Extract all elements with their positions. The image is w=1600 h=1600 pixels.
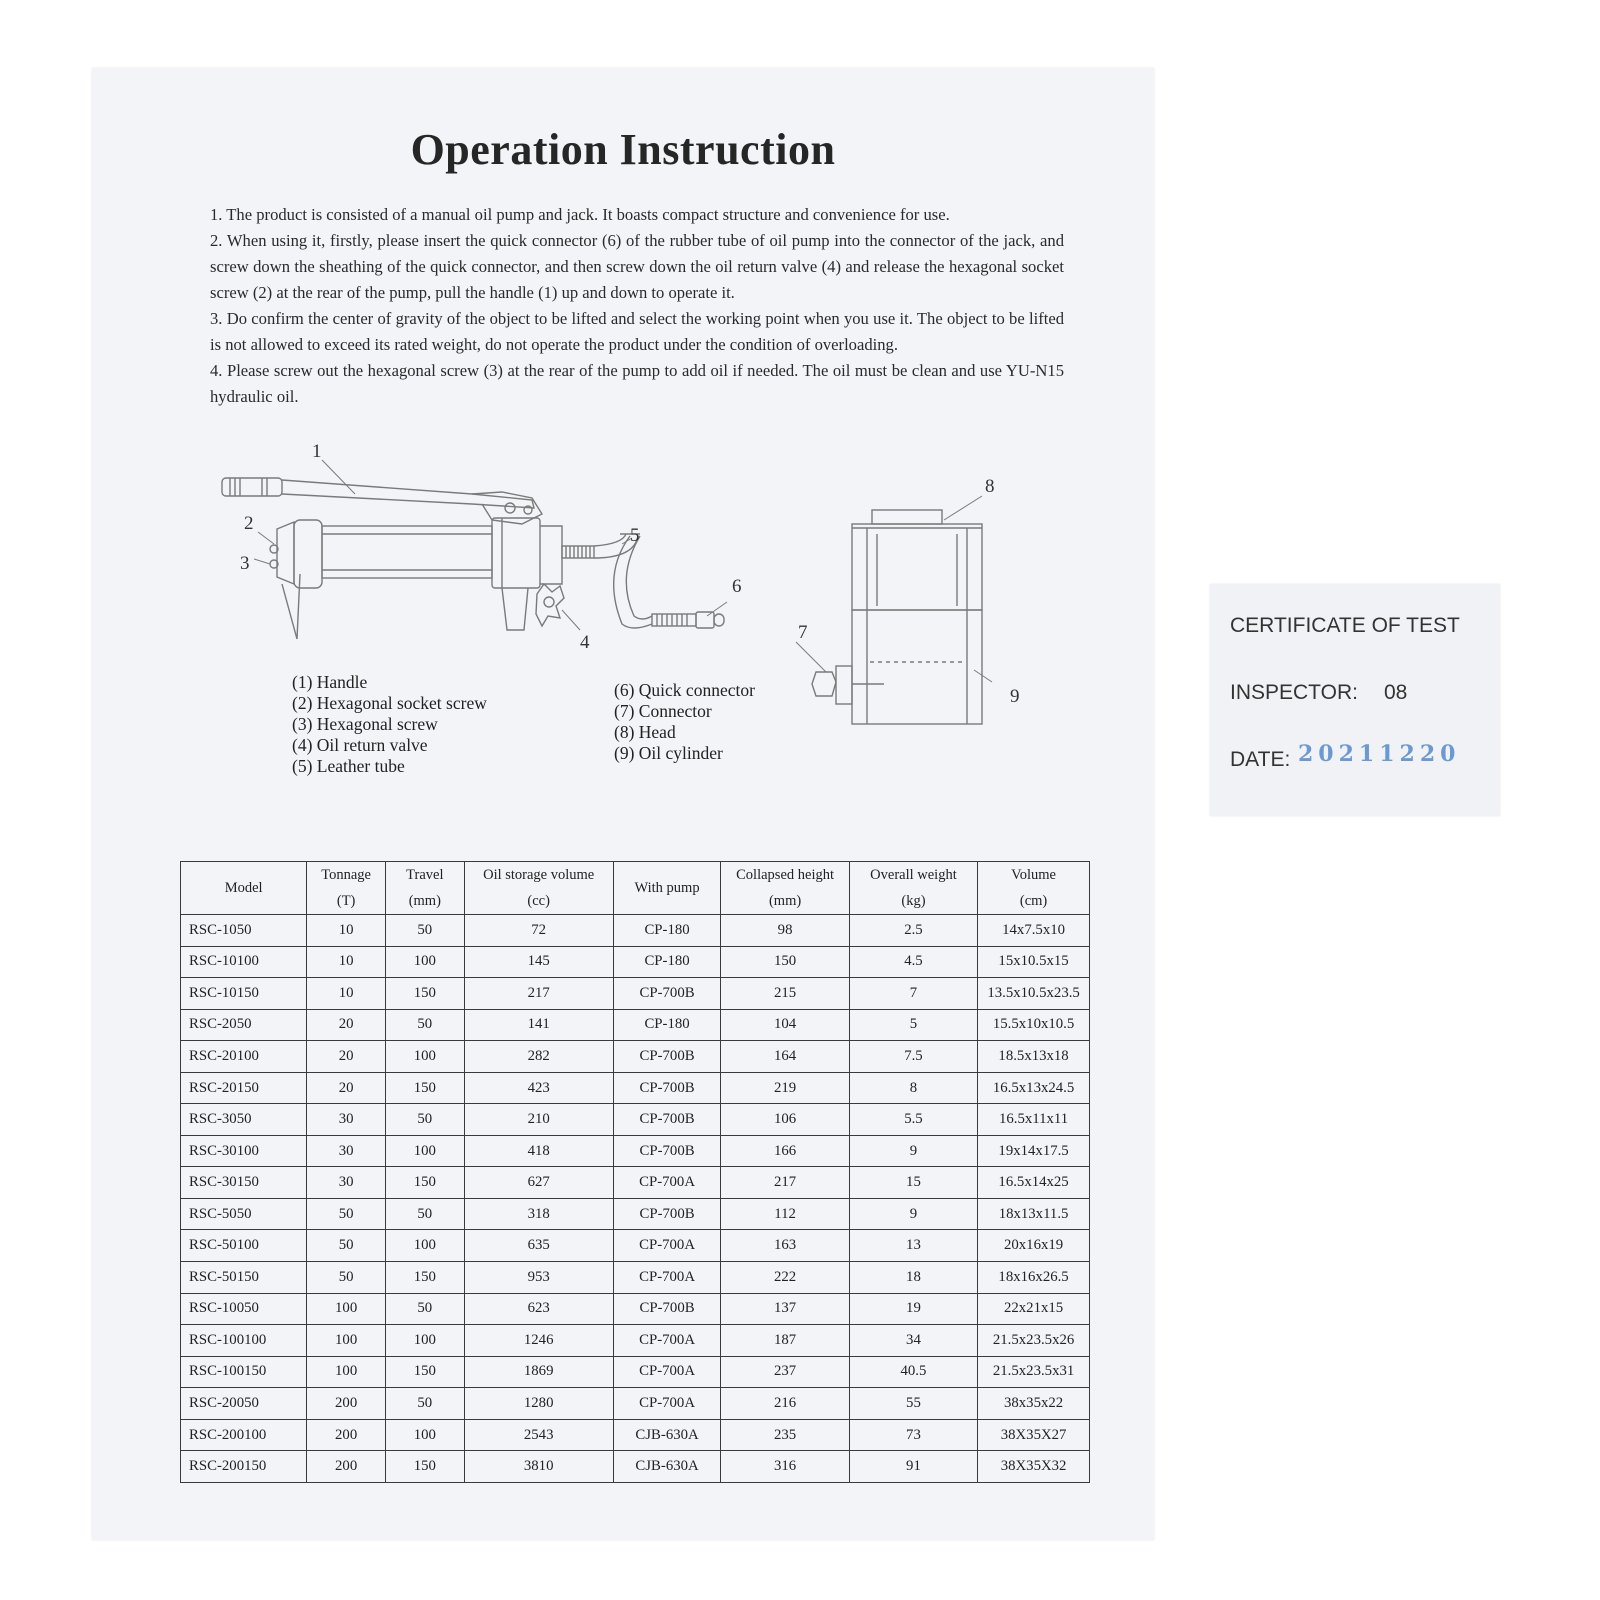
header-model: Model (181, 862, 307, 915)
table-row (181, 946, 1090, 978)
table-cell: 13.5x10.5x23.5 (978, 978, 1090, 1010)
table-cell-model: RSC-3050 (181, 1104, 307, 1136)
part-label: (8) Head (614, 722, 676, 742)
table-cell: CJB-630A (613, 1419, 721, 1451)
instruction-paragraph: 2. When using it, firstly, please insert the quick connector (6) of the rubber tube of oil pump into the connector of the jack, and screw down the sheathing of the quick connector, and then screw down the oil return valve (4) and release the hexagonal socket screw (2) at the rear of the pump, pull the handle (1) up and down to operate it. (210, 231, 1064, 302)
table-cell: 50 (385, 1388, 464, 1420)
date-stamp: 20211220 (1298, 741, 1461, 767)
table-cell: 316 (721, 1451, 849, 1483)
table-row (181, 1293, 1090, 1325)
table-cell: 187 (721, 1325, 849, 1357)
table-cell: 8 (849, 1072, 977, 1104)
table-cell: 38X35X32 (978, 1451, 1090, 1483)
table-cell: 50 (385, 915, 464, 947)
table-cell: 215 (721, 978, 849, 1010)
table-cell: 418 (464, 1135, 613, 1167)
table-cell: CP-180 (613, 1009, 721, 1041)
callout-8: 8 (985, 476, 995, 497)
table-cell: 100 (385, 1325, 464, 1357)
table-cell: 38x35x22 (978, 1388, 1090, 1420)
table-cell: 20 (307, 1041, 386, 1073)
table-cell: 210 (464, 1104, 613, 1136)
table-cell: CP-700A (613, 1167, 721, 1199)
instruction-paragraph: 3. Do confirm the center of gravity of the object to be lifted and select the working point when you use it. The object to be lifted is not allowed to exceed its rated weight, do not operate the product under the condition of overloading. (210, 309, 1064, 354)
instruction-paragraphs (210, 202, 1064, 410)
callout-7: 7 (798, 622, 808, 643)
table-cell: 16.5x14x25 (978, 1167, 1090, 1199)
header-with-pump: With pump (613, 862, 721, 915)
table-cell: 15.5x10x10.5 (978, 1009, 1090, 1041)
table-cell-model: RSC-100100 (181, 1325, 307, 1357)
table-cell-model: RSC-20150 (181, 1072, 307, 1104)
table-cell: 21.5x23.5x26 (978, 1325, 1090, 1357)
table-row (181, 1419, 1090, 1451)
parts-list-right (614, 680, 755, 764)
table-cell: 1246 (464, 1325, 613, 1357)
table-cell-model: RSC-1050 (181, 915, 307, 947)
table-cell: 4.5 (849, 946, 977, 978)
table-cell-model: RSC-2050 (181, 1009, 307, 1041)
table-cell: 163 (721, 1230, 849, 1262)
part-label: (9) Oil cylinder (614, 743, 723, 763)
table-cell: 22x21x15 (978, 1293, 1090, 1325)
table-cell: 200 (307, 1451, 386, 1483)
table-cell: CP-700B (613, 1293, 721, 1325)
date-label: DATE: (1230, 748, 1291, 771)
table-cell-model: RSC-30150 (181, 1167, 307, 1199)
table-cell: 20 (307, 1009, 386, 1041)
table-cell: CP-180 (613, 915, 721, 947)
part-label: (2) Hexagonal socket screw (292, 693, 487, 713)
table-cell: CJB-630A (613, 1451, 721, 1483)
table-cell: 10 (307, 915, 386, 947)
table-cell: 16.5x13x24.5 (978, 1072, 1090, 1104)
table-cell-model: RSC-10050 (181, 1293, 307, 1325)
instruction-paragraph: 4. Please screw out the hexagonal screw (3) at the rear of the pump to add oil if needed. The oil must be clean and use YU-N15 hydraulic oil. (210, 361, 1064, 406)
instruction-sheet (92, 68, 1154, 1540)
table-cell: CP-700B (613, 1135, 721, 1167)
table-row (181, 1325, 1090, 1357)
table-cell: CP-700B (613, 1072, 721, 1104)
callout-9: 9 (1010, 686, 1020, 707)
table-cell-model: RSC-100150 (181, 1356, 307, 1388)
table-cell: 21.5x23.5x31 (978, 1356, 1090, 1388)
table-cell: 282 (464, 1041, 613, 1073)
pump-body-drawing (270, 518, 564, 639)
table-cell: 150 (385, 1356, 464, 1388)
table-cell: CP-700B (613, 1198, 721, 1230)
table-row (181, 1104, 1090, 1136)
table-row (181, 1009, 1090, 1041)
part-label: (7) Connector (614, 701, 712, 721)
table-cell: 100 (307, 1293, 386, 1325)
table-row (181, 978, 1090, 1010)
table-cell: 222 (721, 1262, 849, 1294)
header-collapsed-height: Collapsed height (mm) (721, 862, 849, 915)
table-cell: 50 (307, 1262, 386, 1294)
table-cell-model: RSC-50150 (181, 1262, 307, 1294)
header-overall-weight: Overall weight (kg) (849, 862, 977, 915)
part-label: (5) Leather tube (292, 756, 405, 776)
date-row (1230, 741, 1461, 772)
inspector-row (1230, 681, 1407, 705)
table-row (181, 915, 1090, 947)
table-cell: 18.5x13x18 (978, 1041, 1090, 1073)
table-cell: 217 (721, 1167, 849, 1199)
table-cell: 72 (464, 915, 613, 947)
table-row (181, 1388, 1090, 1420)
table-cell: 15 (849, 1167, 977, 1199)
table-cell: 1869 (464, 1356, 613, 1388)
table-cell: CP-700A (613, 1356, 721, 1388)
table-cell: 219 (721, 1072, 849, 1104)
table-cell: 7.5 (849, 1041, 977, 1073)
callout-3: 3 (240, 553, 250, 574)
table-cell-model: RSC-200150 (181, 1451, 307, 1483)
table-cell-model: RSC-5050 (181, 1198, 307, 1230)
table-cell: CP-700A (613, 1325, 721, 1357)
table-cell: 40.5 (849, 1356, 977, 1388)
table-cell: 38X35X27 (978, 1419, 1090, 1451)
table-cell: 164 (721, 1041, 849, 1073)
table-cell: 627 (464, 1167, 613, 1199)
table-cell: 91 (849, 1451, 977, 1483)
table-cell: 150 (385, 978, 464, 1010)
table-header-row (181, 862, 1090, 915)
table-cell-model: RSC-20100 (181, 1041, 307, 1073)
table-cell: 2543 (464, 1419, 613, 1451)
table-row (181, 1135, 1090, 1167)
instruction-paragraph: 1. The product is consisted of a manual oil pump and jack. It boasts compact structure and convenience for use. (210, 205, 950, 224)
table-cell: 50 (385, 1104, 464, 1136)
table-cell: 200 (307, 1388, 386, 1420)
table-cell-model: RSC-10100 (181, 946, 307, 978)
table-cell: 100 (307, 1356, 386, 1388)
table-cell: CP-700A (613, 1262, 721, 1294)
table-cell: 1280 (464, 1388, 613, 1420)
table-cell: 73 (849, 1419, 977, 1451)
table-body (181, 915, 1090, 1483)
table-cell-model: RSC-200100 (181, 1419, 307, 1451)
table-cell: 30 (307, 1104, 386, 1136)
table-cell: 10 (307, 978, 386, 1010)
table-cell: 30 (307, 1167, 386, 1199)
callout-1: 1 (312, 441, 322, 462)
callout-4: 4 (580, 632, 590, 653)
table-row (181, 1451, 1090, 1483)
table-cell: 150 (385, 1262, 464, 1294)
table-cell: 20x16x19 (978, 1230, 1090, 1262)
part-label: (4) Oil return valve (292, 735, 428, 755)
table-row (181, 1072, 1090, 1104)
callout-6: 6 (732, 576, 742, 597)
table-cell: CP-180 (613, 946, 721, 978)
part-label: (1) Handle (292, 672, 368, 692)
table-cell: 50 (385, 1009, 464, 1041)
table-cell: 217 (464, 978, 613, 1010)
pump-handle-drawing (222, 478, 542, 524)
table-cell: CP-700B (613, 1041, 721, 1073)
table-cell: 423 (464, 1072, 613, 1104)
header-volume: Volume (cm) (978, 862, 1090, 915)
table-cell: 200 (307, 1419, 386, 1451)
table-cell: 112 (721, 1198, 849, 1230)
table-cell-model: RSC-50100 (181, 1230, 307, 1262)
table-cell: 150 (385, 1072, 464, 1104)
table-cell: 100 (385, 1135, 464, 1167)
table-cell: 216 (721, 1388, 849, 1420)
table-row (181, 1262, 1090, 1294)
table-cell: 50 (385, 1293, 464, 1325)
header-travel: Travel (mm) (385, 862, 464, 915)
table-cell: 18 (849, 1262, 977, 1294)
certificate-title: CERTIFICATE OF TEST (1230, 614, 1460, 637)
table-cell: CP-700A (613, 1230, 721, 1262)
table-cell: 318 (464, 1198, 613, 1230)
table-cell: 2.5 (849, 915, 977, 947)
leader-lines (254, 460, 992, 682)
table-cell: 235 (721, 1419, 849, 1451)
table-cell: 14x7.5x10 (978, 915, 1090, 947)
table-cell: 30 (307, 1135, 386, 1167)
parts-list-left (292, 672, 487, 777)
table-cell: 50 (307, 1230, 386, 1262)
table-cell: 7 (849, 978, 977, 1010)
table-cell: CP-700A (613, 1388, 721, 1420)
table-cell: 15x10.5x15 (978, 946, 1090, 978)
table-cell: 55 (849, 1388, 977, 1420)
table-cell: 98 (721, 915, 849, 947)
table-row (181, 1198, 1090, 1230)
table-row (181, 1041, 1090, 1073)
table-row (181, 1230, 1090, 1262)
table-cell: 50 (307, 1198, 386, 1230)
table-cell: 100 (385, 1419, 464, 1451)
table-cell-model: RSC-20050 (181, 1388, 307, 1420)
table-cell: 104 (721, 1009, 849, 1041)
table-cell: 18x13x11.5 (978, 1198, 1090, 1230)
table-cell: 635 (464, 1230, 613, 1262)
table-cell: 150 (385, 1451, 464, 1483)
table-cell: 137 (721, 1293, 849, 1325)
table-cell: 34 (849, 1325, 977, 1357)
table-cell: CP-700B (613, 1104, 721, 1136)
leather-tube-drawing (562, 534, 724, 628)
table-cell: 9 (849, 1198, 977, 1230)
table-cell: 623 (464, 1293, 613, 1325)
table-cell: 141 (464, 1009, 613, 1041)
table-cell: 19 (849, 1293, 977, 1325)
table-cell: 3810 (464, 1451, 613, 1483)
table-cell: 100 (307, 1325, 386, 1357)
inspector-label: INSPECTOR: (1230, 681, 1358, 704)
table-cell: 5.5 (849, 1104, 977, 1136)
page-title: Operation Instruction (410, 125, 836, 174)
table-cell: 50 (385, 1198, 464, 1230)
callout-5: 5 (630, 525, 640, 546)
table-cell: 9 (849, 1135, 977, 1167)
table-cell: 166 (721, 1135, 849, 1167)
table-cell: 100 (385, 1230, 464, 1262)
table-cell: 20 (307, 1072, 386, 1104)
table-cell: 953 (464, 1262, 613, 1294)
callout-2: 2 (244, 513, 254, 534)
table-cell: 237 (721, 1356, 849, 1388)
table-row (181, 1356, 1090, 1388)
table-cell: 145 (464, 946, 613, 978)
part-label: (3) Hexagonal screw (292, 714, 438, 734)
table-cell: 106 (721, 1104, 849, 1136)
jack-drawing (812, 510, 982, 724)
table-cell: 150 (721, 946, 849, 978)
table-cell: CP-700B (613, 978, 721, 1010)
table-cell: 18x16x26.5 (978, 1262, 1090, 1294)
inspector-value: 08 (1383, 681, 1408, 704)
table-cell: 5 (849, 1009, 977, 1041)
table-cell: 19x14x17.5 (978, 1135, 1090, 1167)
table-cell: 16.5x11x11 (978, 1104, 1090, 1136)
table-cell-model: RSC-30100 (181, 1135, 307, 1167)
header-oil-storage: Oil storage volume (cc) (464, 862, 613, 915)
table-cell: 150 (385, 1167, 464, 1199)
table-row (181, 1167, 1090, 1199)
header-tonnage: Tonnage (T) (307, 862, 386, 915)
table-cell: 10 (307, 946, 386, 978)
spec-table (180, 861, 1090, 1483)
part-label: (6) Quick connector (614, 680, 755, 700)
table-cell: 100 (385, 946, 464, 978)
table-cell: 100 (385, 1041, 464, 1073)
certificate-card (1210, 584, 1500, 816)
table-cell: 13 (849, 1230, 977, 1262)
table-cell-model: RSC-10150 (181, 978, 307, 1010)
